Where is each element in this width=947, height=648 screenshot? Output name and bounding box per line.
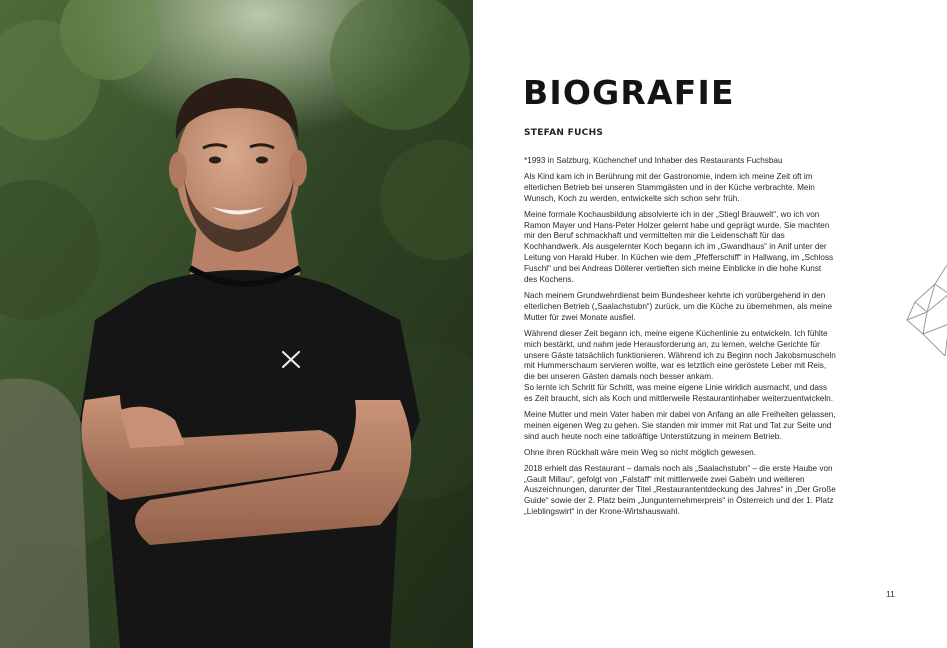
paragraph-step-by-step: So lernte ich Schritt für Schritt, was meine eigene Linie wirklich ausmacht, und dass es Zeit braucht, sich als Koch und mittlerweile Restaurantinhaber weiterzuentwickeln. (524, 383, 833, 404)
paragraph-parents: Meine Mutter und mein Vater haben mir dabei von Anfang an alle Freiheiten gelassen, meinen eigenen Weg zu gehen. Sie standen mir immer mit Rat und Tat zur Seite und sind auch heute noch eine tatkräftige Unterstützung in meinem Betrieb. (524, 410, 836, 441)
person-name: STEFAN FUCHS (524, 128, 604, 138)
page-number: 11 (886, 589, 895, 599)
portrait-photo (0, 0, 473, 648)
paragraph-training: Meine formale Kochausbildung absolvierte ich in der „Stiegl Brauwelt“, wo ich von Ramon Mayer und Hans-Peter Holzer gelernt habe und geprägt wurde. Sie machten mir den Beruf schmackhaft und vermittelten mir die Leidenschaft für das Kochhandwerk. Als ausgelernter Koch begann ich im „Gwandhaus“ in Anif unter der Leitung von Harald Huber. In Küchen wie dem „Pfefferschiff“ in Hallwang, im „Schloss Fuschl“ und bei Andreas Döllerer vertieften sich meine Einblicke in die hohe Kunst des Kochens. (524, 209, 834, 285)
geometric-fox-outline (905, 262, 947, 358)
paragraph-return: Nach meinem Grundwehrdienst beim Bundesheer kehrte ich vorübergehend in den elterlichen Betrieb („Saalachstubn“) zurück, um die Küche zu übernehmen, als meine Mutter für zwei Monate ausfiel. (524, 290, 833, 322)
paragraph-support: Ohne ihren Rückhalt wäre mein Weg so nicht möglich gewesen. (524, 447, 756, 457)
paragraph-awards: 2018 erhielt das Restaurant – damals noch als „Saalachstubn“ – die erste Haube von „Gault Millau“, gefolgt von „Falstaff“ mit mittlerweile zwei Gabeln und weiteren Auszeichnungen, darunter der Titel „Restaurantentdeckung des Jahres“ in „Der Große Guide“ sowie der 2. Platz beim „Jungunternehmerpreis“ in Österreich und der 1. Platz „Lieblingswirt“ in der Krone-Wirtshauswahl. (524, 463, 836, 517)
forest-path (0, 378, 90, 648)
biography-page (473, 0, 947, 648)
paragraph-own-line: Während dieser Zeit begann ich, meine eigene Küchenlinie zu entwickeln. Ich fühlte mich bestärkt, und nahm jede Herausforderung an, zu lernen, welche Gerichte für unsere Gäste tatsächlich funktionieren. Während ich zu Beginn noch Jakobsmuscheln mit Hummerschaum servieren wollte, war es letztlich eine geröstete Leber mit Reis, die bei unseren Gästen damals noch besser ankam. (524, 328, 836, 382)
paragraph-childhood: Als Kind kam ich in Berührung mit der Gastronomie, indem ich meine Zeit oft im elterlichen Betrieb bei unseren Stammgästen und in der Küche verbrachte. Mein Wunsch, Koch zu werden, entwickelte sich schon sehr früh. (524, 171, 815, 203)
biography-text (524, 156, 836, 523)
paragraph-birth: *1993 in Salzburg, Küchenchef und Inhaber des Restaurants Fuchsbau (524, 156, 783, 165)
page-title: BIOGRAFIE (523, 73, 735, 112)
